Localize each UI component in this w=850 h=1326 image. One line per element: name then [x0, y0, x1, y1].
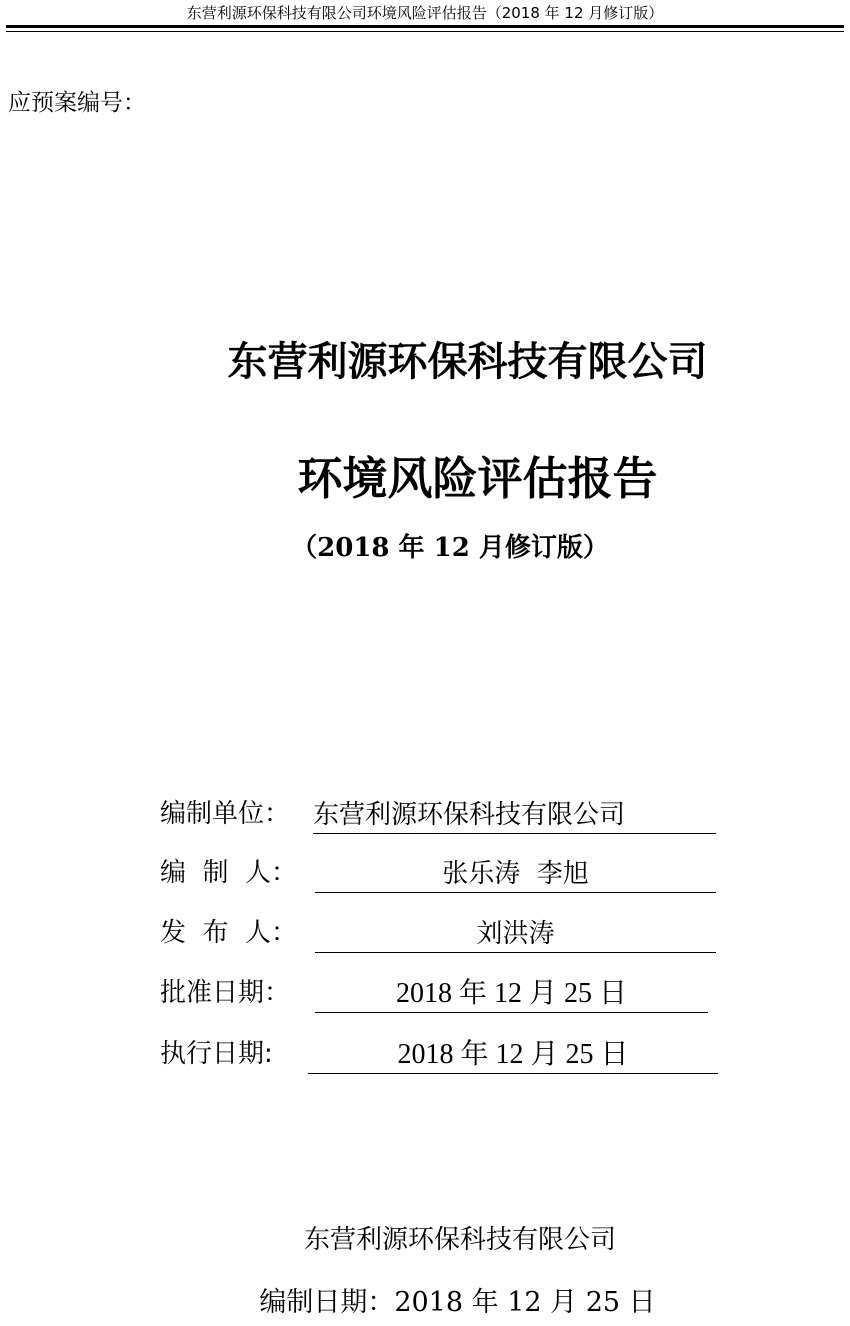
running-header: 东营利源环保科技有限公司环境风险评估报告（2018 年 12 月修订版） — [186, 4, 664, 22]
report-title: 环境风险评估报告 — [297, 452, 658, 505]
compiler-value: 张乐涛 李旭 — [315, 856, 716, 893]
info-row-approval-date — [160, 973, 720, 1013]
publisher-value: 刘洪涛 — [315, 916, 716, 953]
footer-compile-date: 编制日期：2018 年 12 月 25 日 — [259, 1287, 656, 1318]
info-row-execution-date — [160, 1034, 720, 1074]
publisher-label: 发 布 人： — [160, 918, 298, 948]
execution-date-label: 执行日期: — [160, 1039, 273, 1069]
compiler-unit-value: 东营利源环保科技有限公司 — [313, 797, 716, 834]
header-rule-thin — [6, 31, 844, 32]
header-rule-thick — [6, 25, 844, 28]
edition-label: （2018 年 12 月修订版） — [291, 533, 609, 563]
info-row-publisher — [160, 913, 720, 953]
company-title: 东营利源环保科技有限公司 — [227, 338, 708, 385]
execution-date-value: 2018 年 12 月 25 日 — [308, 1037, 718, 1074]
approval-date-value: 2018 年 12 月 25 日 — [315, 976, 708, 1013]
compiler-label: 编 制 人： — [160, 858, 298, 888]
approval-date-label: 批准日期： — [160, 978, 291, 1008]
footer-company: 东营利源环保科技有限公司 — [303, 1225, 616, 1255]
info-row-compiler — [160, 853, 720, 893]
info-row-compiler-unit — [160, 794, 720, 834]
compiler-unit-label: 编制单位： — [160, 799, 291, 829]
plan-number-label: 应预案编号： — [8, 90, 146, 116]
